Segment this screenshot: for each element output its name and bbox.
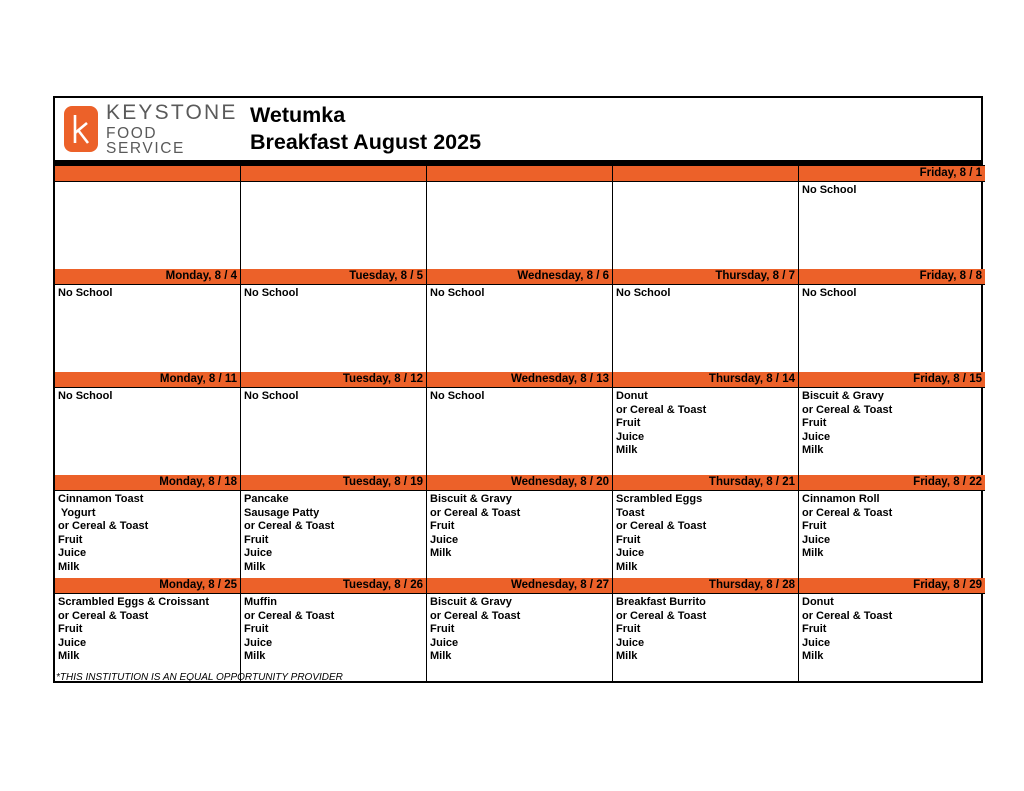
day-header [55, 165, 241, 182]
menu-item: Milk [430, 547, 452, 560]
day-header: Monday, 8 / 11 [55, 372, 241, 388]
menu-item: Milk [616, 650, 638, 663]
menu-item: Biscuit & Gravy [430, 493, 512, 505]
day-header: Monday, 8 / 18 [55, 475, 241, 491]
day-header: Wednesday, 8 / 6 [427, 269, 613, 285]
menu-item: Cinnamon Toast [58, 493, 144, 505]
menu-item: or Cereal & Toast [802, 403, 893, 416]
menu-item: Juice [244, 547, 273, 560]
menu-item: Fruit [616, 533, 641, 546]
menu-item: Milk [244, 650, 266, 663]
menu-item: Fruit [616, 623, 641, 636]
day-cell [613, 491, 799, 578]
day-header: Friday, 8 / 8 [799, 269, 985, 285]
menu-item: or Cereal & Toast [58, 520, 149, 533]
menu-item: No School [58, 287, 113, 299]
menu-item: Juice [58, 636, 87, 649]
day-cell [427, 182, 613, 269]
menu-item: Muffin [244, 596, 277, 608]
menu-item: or Cereal & Toast [616, 520, 707, 533]
menu-item: Pancake [244, 493, 289, 505]
day-header: Thursday, 8 / 21 [613, 475, 799, 491]
menu-item: Biscuit & Gravy [430, 596, 512, 608]
menu-item: Milk [802, 444, 824, 457]
day-header [613, 165, 799, 182]
menu-item: or Cereal & Toast [430, 506, 521, 519]
school-name: Wetumka [250, 103, 346, 127]
menu-header [55, 98, 981, 160]
day-cell [55, 285, 241, 372]
menu-item: Juice [430, 636, 459, 649]
title-block [242, 98, 481, 160]
logo-k-icon [64, 106, 98, 152]
menu-item: Fruit [616, 417, 641, 430]
day-cell [55, 388, 241, 475]
day-header: Tuesday, 8 / 12 [241, 372, 427, 388]
day-header: Friday, 8 / 1 [799, 165, 985, 182]
day-header: Tuesday, 8 / 19 [241, 475, 427, 491]
menu-item: No School [616, 287, 671, 299]
day-cell [241, 285, 427, 372]
menu-item: No School [244, 390, 299, 402]
day-cell [613, 182, 799, 269]
menu-item: or Cereal & Toast [244, 520, 335, 533]
menu-item: Milk [616, 560, 638, 573]
menu-item: Juice [244, 636, 273, 649]
menu-item: or Cereal & Toast [802, 506, 893, 519]
menu-item: Scrambled Eggs [616, 493, 703, 505]
logo-line2: FOOD SERVICE [106, 124, 185, 157]
day-cell [799, 388, 985, 475]
menu-item: or Cereal & Toast [244, 609, 335, 622]
menu-item: or Cereal & Toast [58, 609, 149, 622]
day-header: Wednesday, 8 / 20 [427, 475, 613, 491]
day-cell [613, 594, 799, 681]
menu-item: Juice [802, 533, 831, 546]
day-cell [613, 285, 799, 372]
menu-item: Milk [430, 650, 452, 663]
menu-item: Juice [616, 636, 645, 649]
menu-item: No School [802, 287, 857, 299]
day-cell [241, 182, 427, 269]
menu-item: Fruit [58, 533, 83, 546]
day-cell [241, 594, 427, 681]
day-header [241, 165, 427, 182]
equal-opportunity-footnote: *THIS INSTITUTION IS AN EQUAL OPPORTUNITY PROVIDER [56, 672, 343, 683]
day-header: Friday, 8 / 29 [799, 578, 985, 594]
menu-item: Cinnamon Roll [802, 493, 880, 505]
menu-item: Milk [802, 650, 824, 663]
menu-item: Milk [58, 650, 80, 663]
menu-item: Biscuit & Gravy [802, 390, 884, 402]
day-cell [613, 388, 799, 475]
day-cell [55, 182, 241, 269]
menu-item: Fruit [430, 520, 455, 533]
day-cell [241, 491, 427, 578]
logo-line1: KEYSTONE [106, 100, 238, 124]
menu-item: Milk [244, 560, 266, 573]
menu-item: or Cereal & Toast [430, 609, 521, 622]
day-header [427, 165, 613, 182]
day-cell [799, 491, 985, 578]
menu-item: Scrambled Eggs & Croissant [58, 596, 209, 608]
day-header: Friday, 8 / 22 [799, 475, 985, 491]
day-header: Wednesday, 8 / 27 [427, 578, 613, 594]
day-header: Tuesday, 8 / 26 [241, 578, 427, 594]
menu-item: Juice [802, 430, 831, 443]
menu-item: No School [802, 184, 857, 196]
day-header: Monday, 8 / 25 [55, 578, 241, 594]
menu-title: Breakfast August 2025 [250, 130, 482, 154]
menu-item: Sausage Patty [244, 506, 320, 519]
menu-item: Donut [802, 596, 834, 608]
keystone-logo [55, 98, 242, 160]
day-cell [427, 594, 613, 681]
menu-item: Fruit [802, 520, 827, 533]
day-cell [427, 491, 613, 578]
day-header: Tuesday, 8 / 5 [241, 269, 427, 285]
menu-item: Fruit [802, 417, 827, 430]
day-header: Friday, 8 / 15 [799, 372, 985, 388]
menu-item: Milk [58, 560, 80, 573]
day-header: Wednesday, 8 / 13 [427, 372, 613, 388]
day-header: Thursday, 8 / 28 [613, 578, 799, 594]
menu-item: Juice [430, 533, 459, 546]
calendar-grid [55, 165, 981, 681]
menu-item: Toast [616, 506, 645, 519]
day-cell [55, 491, 241, 578]
day-cell [799, 594, 985, 681]
day-cell [799, 182, 985, 269]
menu-item: Fruit [244, 533, 269, 546]
menu-item: or Cereal & Toast [616, 403, 707, 416]
day-header: Thursday, 8 / 7 [613, 269, 799, 285]
menu-item: or Cereal & Toast [616, 609, 707, 622]
menu-sheet [53, 96, 983, 683]
day-cell [427, 285, 613, 372]
menu-item: No School [58, 390, 113, 402]
menu-item: or Cereal & Toast [802, 609, 893, 622]
menu-item: Yogurt [58, 506, 96, 519]
menu-item: Fruit [802, 623, 827, 636]
logo-wordmark [106, 102, 242, 157]
menu-item: Juice [802, 636, 831, 649]
menu-item: Breakfast Burrito [616, 596, 706, 608]
menu-item: Milk [616, 444, 638, 457]
menu-item: Fruit [244, 623, 269, 636]
menu-item: No School [244, 287, 299, 299]
day-header: Monday, 8 / 4 [55, 269, 241, 285]
day-cell [241, 388, 427, 475]
menu-item: Juice [616, 547, 645, 560]
day-cell [799, 285, 985, 372]
day-cell [427, 388, 613, 475]
menu-item: Juice [616, 430, 645, 443]
menu-item: Fruit [58, 623, 83, 636]
menu-item: No School [430, 390, 485, 402]
menu-item: Juice [58, 547, 87, 560]
menu-item: Fruit [430, 623, 455, 636]
day-cell [55, 594, 241, 681]
menu-item: Donut [616, 390, 648, 402]
day-header: Thursday, 8 / 14 [613, 372, 799, 388]
menu-item: Milk [802, 547, 824, 560]
menu-item: No School [430, 287, 485, 299]
